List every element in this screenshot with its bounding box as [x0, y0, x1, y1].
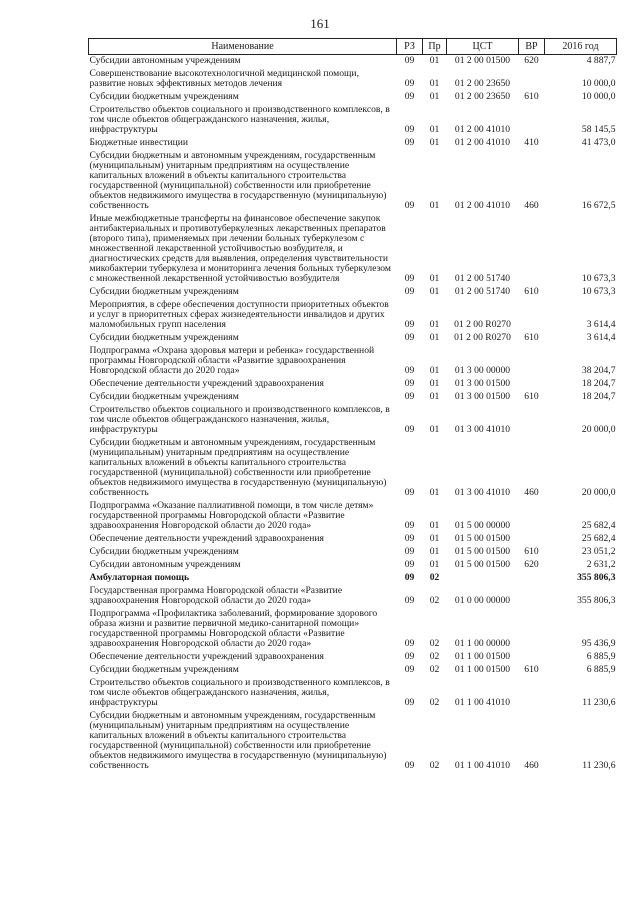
cell-vr: 610 [524, 286, 539, 297]
cell-cst: 01 3 00 01500 [454, 391, 511, 402]
cell-sum: 25 682,4 [581, 533, 616, 544]
cell-cst: 01 1 00 00000 [454, 638, 511, 649]
cell-sum: 25 682,4 [581, 520, 616, 531]
table-row [89, 332, 617, 345]
cell-rz: 09 [404, 638, 415, 649]
table-row [89, 559, 617, 572]
table-row [89, 378, 617, 391]
cell-sum: 355 806,3 [577, 572, 616, 583]
cell-vr [519, 299, 545, 332]
cell-pr: 01 [429, 286, 440, 297]
cell-vr: 620 [524, 559, 539, 570]
cell-cst: 01 2 00 23650 [454, 78, 511, 89]
table-body [89, 55, 617, 774]
cell-vr [519, 533, 545, 546]
cell-rz: 09 [404, 697, 415, 708]
cell-sum: 95 436,9 [581, 638, 616, 649]
header-pr: Пр [423, 39, 447, 55]
cell-pr: 01 [429, 365, 440, 376]
cell-rz: 09 [404, 487, 415, 498]
cell-cst: 01 3 00 41010 [454, 424, 511, 435]
cell-vr: 460 [524, 760, 539, 771]
cell-rz: 09 [404, 332, 415, 343]
cell-vr: 610 [524, 332, 539, 343]
cell-cst: 01 1 00 41010 [454, 760, 511, 771]
cell-name: Субсидии бюджетным учреждениям [89, 391, 239, 402]
table-row [89, 404, 617, 437]
cell-name: Субсидии бюджетным и автономным учреждениям, государственным (муниципальным) унитарным предприятиям на осуществление капитальных вложений в объекты капитального строительства государственной (муниципальной) собственности или приобретение объектов недвижимого имущества в государственную (муниципальную) собственность [89, 437, 387, 498]
cell-rz: 09 [404, 572, 415, 583]
cell-vr [519, 677, 545, 710]
cell-rz: 09 [404, 595, 415, 606]
cell-rz: 09 [404, 533, 415, 544]
cell-sum: 355 806,3 [577, 595, 616, 606]
cell-name: Подпрограмма «Оказание паллиативной помощи, в том числе детям» государственной программы Новгородской области «Развитие здравоохранения Новгородской области до 2020 года» [89, 500, 374, 531]
cell-vr [519, 345, 545, 378]
cell-sum: 2 631,2 [586, 559, 616, 570]
cell-rz: 09 [404, 391, 415, 402]
cell-sum: 11 230,6 [582, 760, 616, 771]
cell-vr: 410 [524, 137, 539, 148]
cell-cst: 01 2 00 51740 [454, 273, 511, 284]
cell-pr: 01 [429, 200, 440, 211]
cell-pr: 01 [429, 55, 440, 66]
cell-sum: 10 000,0 [581, 78, 616, 89]
cell-vr: 460 [524, 200, 539, 211]
page-number: 161 [310, 16, 330, 31]
cell-vr [519, 68, 545, 91]
cell-sum: 18 204,7 [581, 378, 616, 389]
cell-sum: 6 885,9 [586, 664, 616, 675]
table-row [89, 391, 617, 404]
cell-cst: 01 2 00 41010 [454, 124, 511, 135]
cell-pr: 02 [429, 664, 440, 675]
cell-name: Субсидии бюджетным учреждениям [89, 91, 239, 102]
cell-vr [519, 378, 545, 391]
cell-cst: 01 5 00 01500 [454, 546, 511, 557]
cell-pr: 01 [429, 319, 440, 330]
cell-name: Подпрограмма «Профилактика заболеваний, формирование здорового образа жизни и развитие первичной медико-санитарной помощи» государственной программы Новгородской области «Развитие здравоохранения Новгородской области до 2020 года» [89, 608, 378, 649]
cell-sum: 10 673,3 [581, 273, 616, 284]
cell-name: Строительство объектов социального и производственного комплексов, в том числе объектов общегражданского назначения, жилья, инфраструктуры [89, 404, 390, 435]
cell-pr: 01 [429, 91, 440, 102]
table-row [89, 68, 617, 91]
cell-cst: 01 2 00 01500 [454, 55, 511, 66]
cell-sum: 18 204,7 [581, 391, 616, 402]
cell-cst: 01 1 00 41010 [454, 697, 511, 708]
cell-vr [519, 651, 545, 664]
cell-pr: 01 [429, 559, 440, 570]
cell-pr: 01 [429, 378, 440, 389]
cell-cst: 01 2 00 R0270 [454, 319, 511, 330]
table-row [89, 345, 617, 378]
table-row [89, 572, 617, 585]
cell-rz: 09 [404, 124, 415, 135]
cell-pr: 02 [429, 572, 440, 583]
cell-name: Субсидии бюджетным учреждениям [89, 332, 239, 343]
cell-vr: 610 [524, 91, 539, 102]
cell-name: Субсидии автономным учреждениям [89, 55, 241, 66]
cell-rz: 09 [404, 760, 415, 771]
table-row [89, 546, 617, 559]
cell-name: Совершенствование высокотехнологичной медицинской помощи, развитие новых эффективных методов лечения [89, 68, 359, 89]
cell-rz: 09 [404, 664, 415, 675]
header-sum: 2016 год [545, 39, 617, 55]
table-row [89, 664, 617, 677]
cell-sum: 6 885,9 [586, 651, 616, 662]
header-cst: ЦСТ [447, 39, 519, 55]
cell-cst: 01 3 00 01500 [454, 378, 511, 389]
cell-cst: 01 1 00 01500 [454, 651, 511, 662]
cell-pr: 02 [429, 651, 440, 662]
cell-pr: 01 [429, 520, 440, 531]
cell-cst: 01 2 00 41010 [454, 137, 511, 148]
cell-name: Субсидии бюджетным и автономным учреждениям, государственным (муниципальным) унитарным предприятиям на осуществление капитальных вложений в объекты капитального строительства государственной (муниципальной) собственности или приобретение объектов недвижимого имущества в государственную (муниципальную) собственность [89, 710, 387, 771]
cell-pr: 02 [429, 697, 440, 708]
table-row [89, 91, 617, 104]
cell-pr: 01 [429, 78, 440, 89]
cell-cst: 01 0 00 00000 [454, 595, 511, 606]
table-row [89, 213, 617, 286]
cell-vr: 460 [524, 487, 539, 498]
cell-rz: 09 [404, 273, 415, 284]
cell-pr: 01 [429, 273, 440, 284]
cell-rz: 09 [404, 378, 415, 389]
table-row [89, 286, 617, 299]
cell-rz: 09 [404, 91, 415, 102]
cell-name: Государственная программа Новгородской области «Развитие здравоохранения Новгородской области до 2020 года» [89, 585, 343, 606]
cell-sum: 38 204,7 [581, 365, 616, 376]
cell-name: Подпрограмма «Охрана здоровья матери и ребенка» государственной программы Новгородской области «Развитие здравоохранения Новгородской области до 2020 года» [89, 345, 375, 376]
cell-name: Обеспечение деятельности учреждений здравоохранения [89, 533, 324, 544]
cell-name: Субсидии бюджетным учреждениям [89, 286, 239, 297]
table-row [89, 137, 617, 150]
cell-vr [519, 404, 545, 437]
table-header [89, 39, 617, 55]
cell-pr: 01 [429, 391, 440, 402]
cell-pr: 01 [429, 424, 440, 435]
cell-cst: 01 5 00 01500 [454, 533, 511, 544]
cell-vr: 610 [524, 391, 539, 402]
table-row [89, 710, 617, 773]
cell-sum: 3 614,4 [586, 319, 616, 330]
table-row [89, 299, 617, 332]
cell-cst [447, 572, 519, 585]
header-rz: РЗ [397, 39, 423, 55]
cell-vr [519, 572, 545, 585]
cell-name: Мероприятия, в сфере обеспечения доступности приоритетных объектов и услуг в приоритетных сферах жизнедеятельности инвалидов и других маломобильных групп населения [89, 299, 389, 330]
table-row [89, 585, 617, 608]
cell-rz: 09 [404, 559, 415, 570]
cell-pr: 01 [429, 533, 440, 544]
cell-vr [519, 500, 545, 533]
cell-sum: 4 887,7 [586, 55, 616, 66]
cell-name: Субсидии бюджетным учреждениям [89, 664, 239, 675]
cell-cst: 01 5 00 00000 [454, 520, 511, 531]
cell-pr: 01 [429, 332, 440, 343]
cell-vr [519, 608, 545, 651]
cell-cst: 01 2 00 51740 [454, 286, 511, 297]
cell-rz: 09 [404, 78, 415, 89]
header-name: Наименование [89, 39, 397, 55]
cell-name: Строительство объектов социального и производственного комплексов, в том числе объектов общегражданского назначения, жилья, инфраструктуры [89, 677, 390, 708]
cell-name: Субсидии бюджетным учреждениям [89, 546, 239, 557]
cell-rz: 09 [404, 137, 415, 148]
cell-name: Обеспечение деятельности учреждений здравоохранения [89, 378, 324, 389]
cell-name: Иные межбюджетные трансферты на финансовое обеспечение закупок антибактериальных и противотуберкулезных лекарственных препаратов (второго типа), применяемых при лечении больных туберкулезом с множественной лекарственной устойчивостью возбудителя, и диагностических средств для выявления, определения чувствительности микобактерии туберкулеза и мониторинга лечения больных туберкулезом с множественной лекарственной устойчивостью возбудителя [89, 213, 391, 284]
cell-vr: 620 [524, 55, 539, 66]
cell-sum: 20 000,0 [581, 487, 616, 498]
cell-rz: 09 [404, 200, 415, 211]
cell-sum: 10 673,3 [581, 286, 616, 297]
table-row [89, 55, 617, 69]
cell-rz: 09 [404, 424, 415, 435]
cell-pr: 01 [429, 487, 440, 498]
cell-sum: 10 000,0 [581, 91, 616, 102]
cell-name: Бюджетные инвестиции [89, 137, 188, 148]
cell-rz: 09 [404, 520, 415, 531]
cell-name: Субсидии бюджетным и автономным учреждениям, государственным (муниципальным) унитарным предприятиям на осуществление капитальных вложений в объекты капитального строительства государственной (муниципальной) собственности или приобретение объектов недвижимого имущества в государственную (муниципальную) собственность [89, 150, 387, 211]
cell-name: Амбулаторная помощь [89, 572, 190, 583]
table-row [89, 150, 617, 213]
cell-pr: 02 [429, 638, 440, 649]
cell-rz: 09 [404, 286, 415, 297]
cell-sum: 41 473,0 [581, 137, 616, 148]
cell-sum: 16 672,5 [581, 200, 616, 211]
cell-pr: 01 [429, 137, 440, 148]
cell-cst: 01 2 00 23650 [454, 91, 511, 102]
table-row [89, 533, 617, 546]
cell-rz: 09 [404, 365, 415, 376]
cell-sum: 58 145,5 [581, 124, 616, 135]
table-row [89, 608, 617, 651]
cell-rz: 09 [404, 55, 415, 66]
cell-cst: 01 5 00 01500 [454, 559, 511, 570]
cell-vr: 610 [524, 664, 539, 675]
cell-pr: 01 [429, 124, 440, 135]
cell-sum: 11 230,6 [582, 697, 616, 708]
cell-cst: 01 3 00 41010 [454, 487, 511, 498]
cell-vr [519, 213, 545, 286]
cell-rz: 09 [404, 319, 415, 330]
cell-sum: 3 614,4 [586, 332, 616, 343]
cell-sum: 20 000,0 [581, 424, 616, 435]
cell-vr: 610 [524, 546, 539, 557]
cell-name: Субсидии автономным учреждениям [89, 559, 241, 570]
header-vr: ВР [519, 39, 545, 55]
cell-cst: 01 2 00 41010 [454, 200, 511, 211]
cell-pr: 02 [429, 595, 440, 606]
cell-sum: 23 051,2 [581, 546, 616, 557]
cell-vr [519, 585, 545, 608]
cell-name: Обеспечение деятельности учреждений здравоохранения [89, 651, 324, 662]
table-row [89, 437, 617, 500]
cell-cst: 01 1 00 01500 [454, 664, 511, 675]
cell-vr [519, 104, 545, 137]
cell-pr: 01 [429, 546, 440, 557]
table-row [89, 500, 617, 533]
table-row [89, 651, 617, 664]
table-row [89, 677, 617, 710]
cell-pr: 02 [429, 760, 440, 771]
budget-table [88, 38, 617, 773]
cell-cst: 01 3 00 00000 [454, 365, 511, 376]
cell-rz: 09 [404, 546, 415, 557]
table-row [89, 104, 617, 137]
cell-name: Строительство объектов социального и производственного комплексов, в том числе объектов общегражданского назначения, жилья, инфраструктуры [89, 104, 390, 135]
cell-rz: 09 [404, 651, 415, 662]
cell-cst: 01 2 00 R0270 [454, 332, 511, 343]
